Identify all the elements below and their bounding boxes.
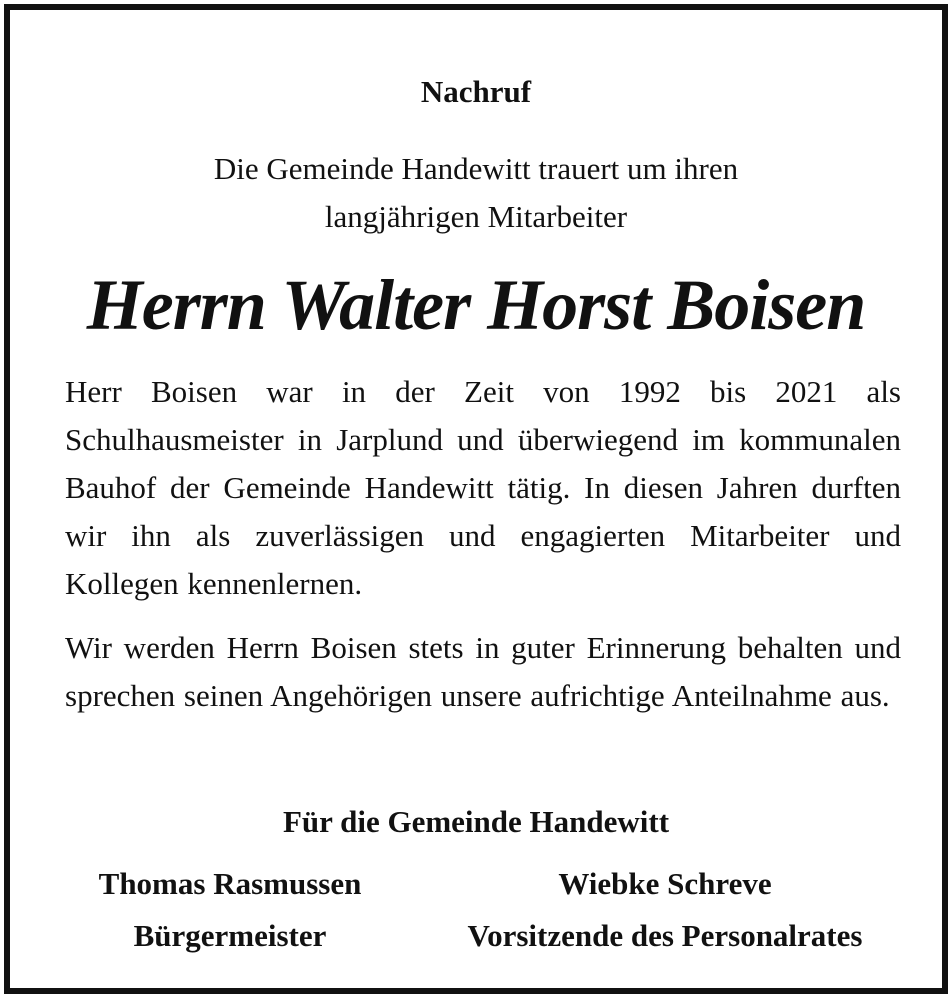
signer-mayor [50,858,410,962]
intro-text [10,145,942,241]
obituary-heading: Nachruf [420,74,532,109]
signer-staff-council [410,858,920,962]
deceased-name: Herrn Walter Horst Boisen [86,265,866,345]
intro-line-1: Die Gemeinde Handewitt trauert um ihren [213,151,739,186]
body-paragraph-2: Wir werden Herrn Boisen stets in guter Erinnerung behalten und sprechen seinen Angehörigen unsere aufrichtige Anteilnahme aus. [65,630,901,713]
intro-line-2: langjährigen Mitarbeiter [324,199,628,234]
signer-role: Bürgermeister [133,918,327,953]
signer-name: Thomas Rasmussen [98,866,362,901]
signer-role: Vorsitzende des Personalrates [467,918,863,953]
signer-name: Wiebke Schreve [558,866,772,901]
obituary-frame [4,4,948,994]
body-paragraph-1: Herr Boisen war in der Zeit von 1992 bis 2021 als Schulhausmeister in Jarplund und überwiegend im kommunalen Bauhof der Gemeinde Handewitt tätig. In diesen Jahren durften wir ihn als zuverlässigen und engagierten Mitarbeiter und Kollegen kennenlernen. [65,374,901,601]
organization-line: Für die Gemeinde Handewitt [282,804,670,839]
